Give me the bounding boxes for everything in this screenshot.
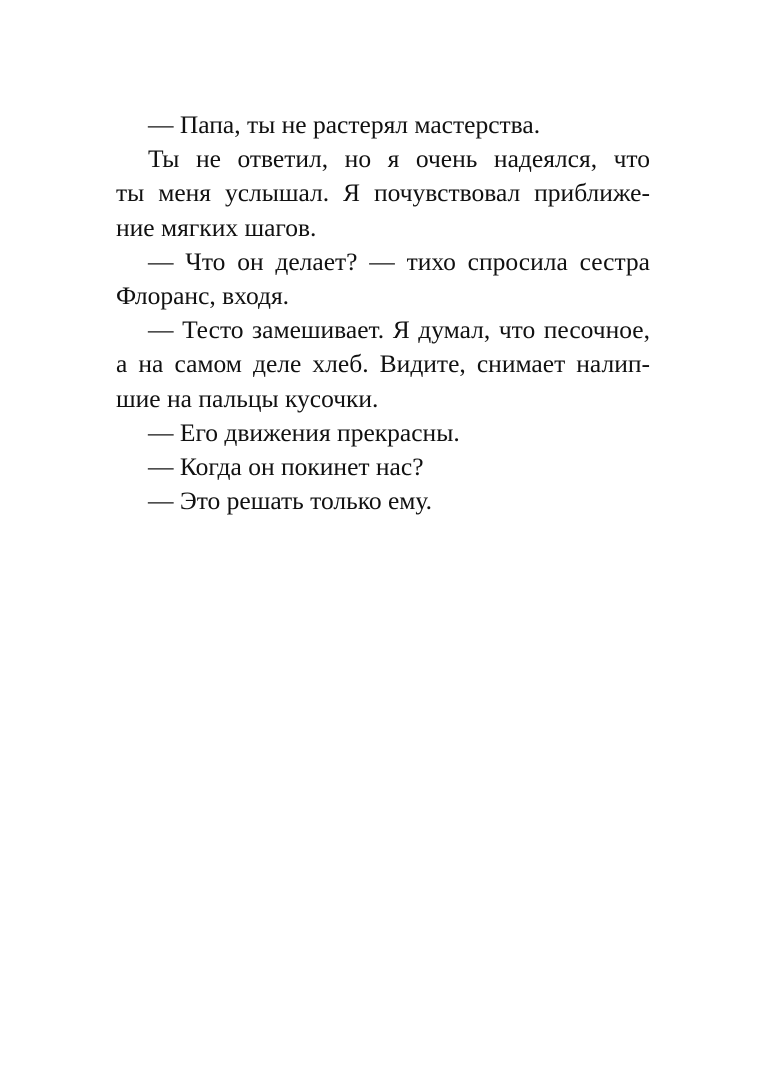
text-line: — Папа, ты не растерял мастерства. [148, 110, 541, 139]
text-line: — Что он делает? — тихо спросила сестра [148, 246, 650, 276]
text-line: Ты не ответил, но я очень надеялся, что [148, 144, 650, 174]
text-line: а на самом деле хлеб. Видите, снимает налип- [116, 349, 650, 379]
text-line: — Это решать только ему. [148, 486, 432, 516]
page-text [116, 108, 650, 518]
text-line: ние мягких шагов. [116, 212, 317, 242]
text-line: — Когда он покинет нас? [148, 451, 424, 481]
text-line: Флоранс, входя. [116, 280, 290, 310]
text-line: шие на пальцы кусочки. [116, 383, 379, 413]
text-line: — Тесто замешивает. Я думал, что песочное, [148, 315, 650, 345]
text-line: — Его движения прекрасны. [148, 417, 460, 447]
text-line: ты меня услышал. Я почувствовал приближе- [116, 178, 650, 208]
